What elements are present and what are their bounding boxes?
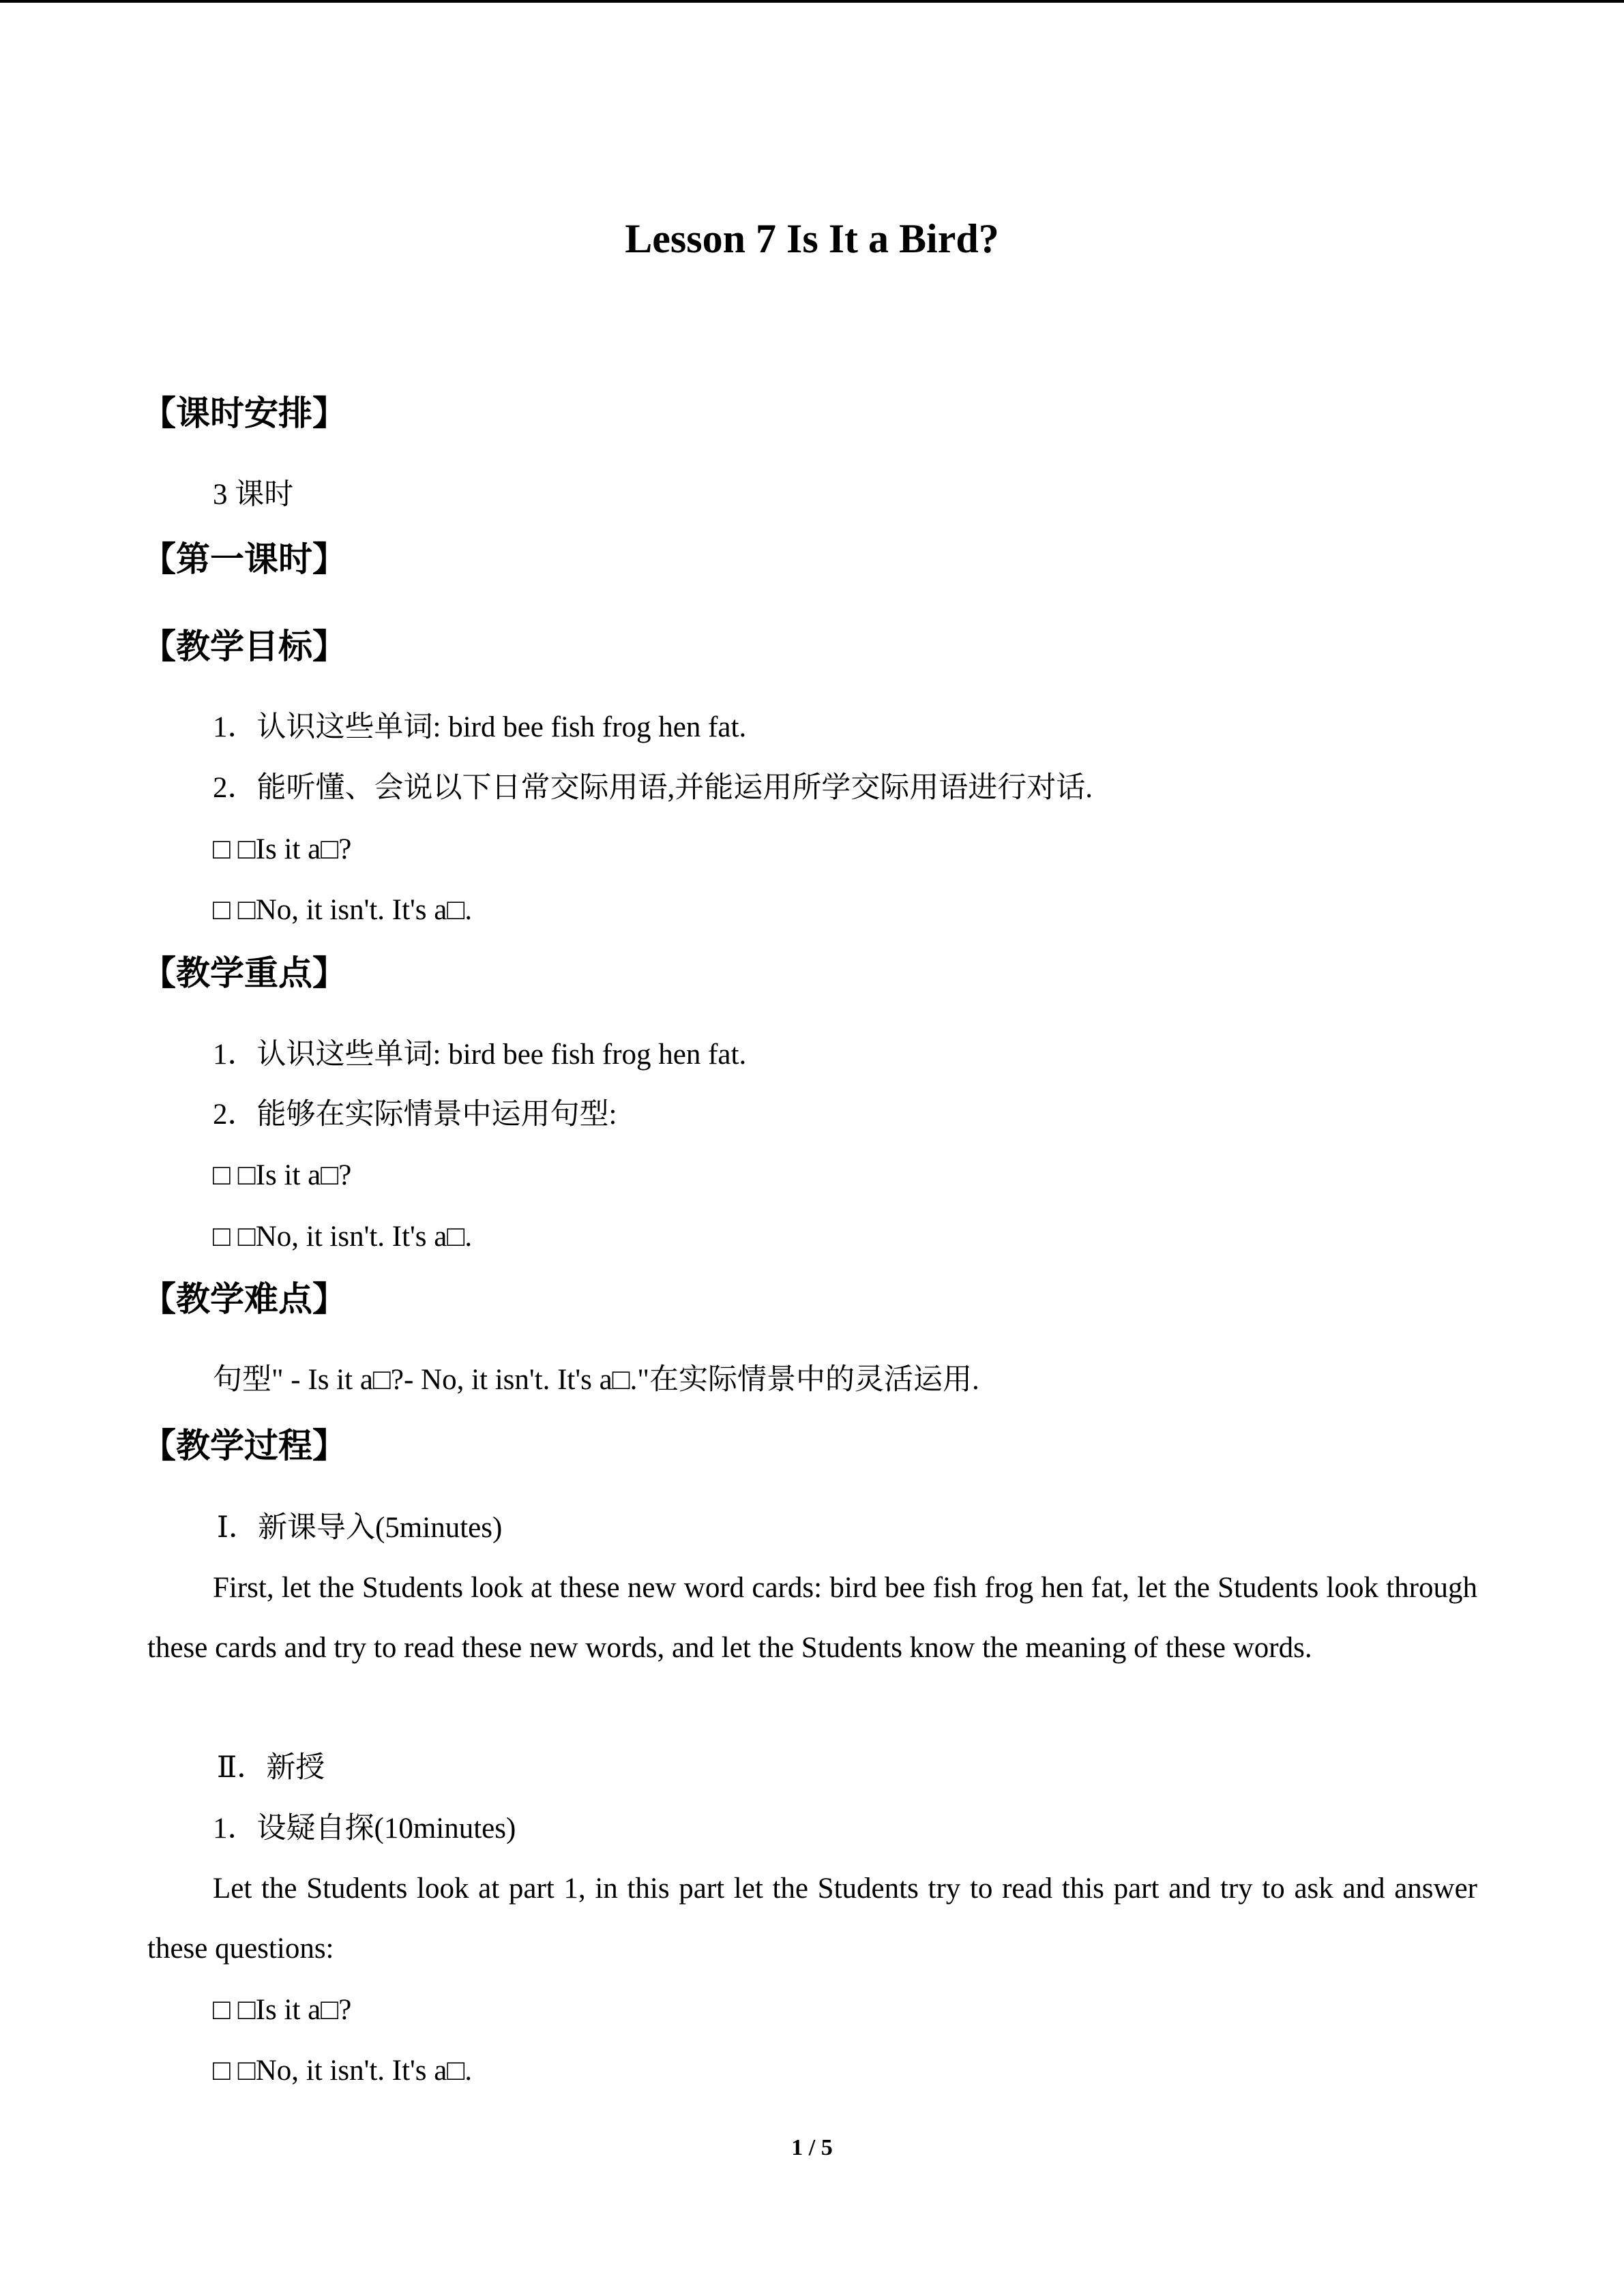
process-dialogue-question: □ □Is it a□? <box>213 1994 352 2026</box>
heading-objectives: 【教学目标】 <box>142 627 346 666</box>
difficulties-text: 句型" - Is it a□?- No, it isn't. It's a□."在实际情景中的灵活运用. <box>213 1364 979 1396</box>
process-dialogue-answer: □ □No, it isn't. It's a□. <box>213 2055 473 2087</box>
page-indicator: 1 / 5 <box>791 2135 833 2160</box>
heading-key-points: 【教学重点】 <box>142 953 346 993</box>
key-point-dialogue-question: □ □Is it a□? <box>213 1159 352 1191</box>
schedule-text: 3 课时 <box>213 479 294 511</box>
process-step1-paragraph: First, let the Students look at these new word cards: bird bee fish frog hen fat, let the Students look through these cards and try to read these new words, and let the Students know the meaning of these words. <box>147 1572 1477 1664</box>
key-point-dialogue-answer: □ □No, it isn't. It's a□. <box>213 1221 473 1253</box>
process-step1-title: Ⅰ．新课导入(5minutes) <box>217 1512 503 1544</box>
heading-first-lesson: 【第一课时】 <box>142 539 346 579</box>
heading-process: 【教学过程】 <box>142 1426 346 1465</box>
document-title: Lesson 7 Is It a Bird? <box>625 216 999 261</box>
objective-dialogue-question: □ □Is it a□? <box>213 833 352 865</box>
process-step2-title: Ⅱ．新授 <box>217 1752 325 1784</box>
process-step2-sub1-paragraph: Let the Students look at part 1, in this part let the Students try to read this part and try to ask and answer these questions: <box>147 1873 1477 1965</box>
page-top-border <box>0 0 1624 3</box>
objective-item-1: 1．认识这些单词: bird bee fish frog hen fat. <box>213 711 747 743</box>
objective-dialogue-answer: □ □No, it isn't. It's a□. <box>213 894 473 926</box>
heading-schedule: 【课时安排】 <box>142 393 346 433</box>
key-point-item-2: 2．能够在实际情景中运用句型: <box>213 1099 617 1131</box>
process-step2-sub1-title: 1．设疑自探(10minutes) <box>213 1813 516 1845</box>
heading-difficulties: 【教学难点】 <box>142 1279 346 1319</box>
objective-item-2: 2．能听懂、会说以下日常交际用语,并能运用所学交际用语进行对话. <box>213 772 1093 804</box>
key-point-item-1: 1．认识这些单词: bird bee fish frog hen fat. <box>213 1039 747 1071</box>
